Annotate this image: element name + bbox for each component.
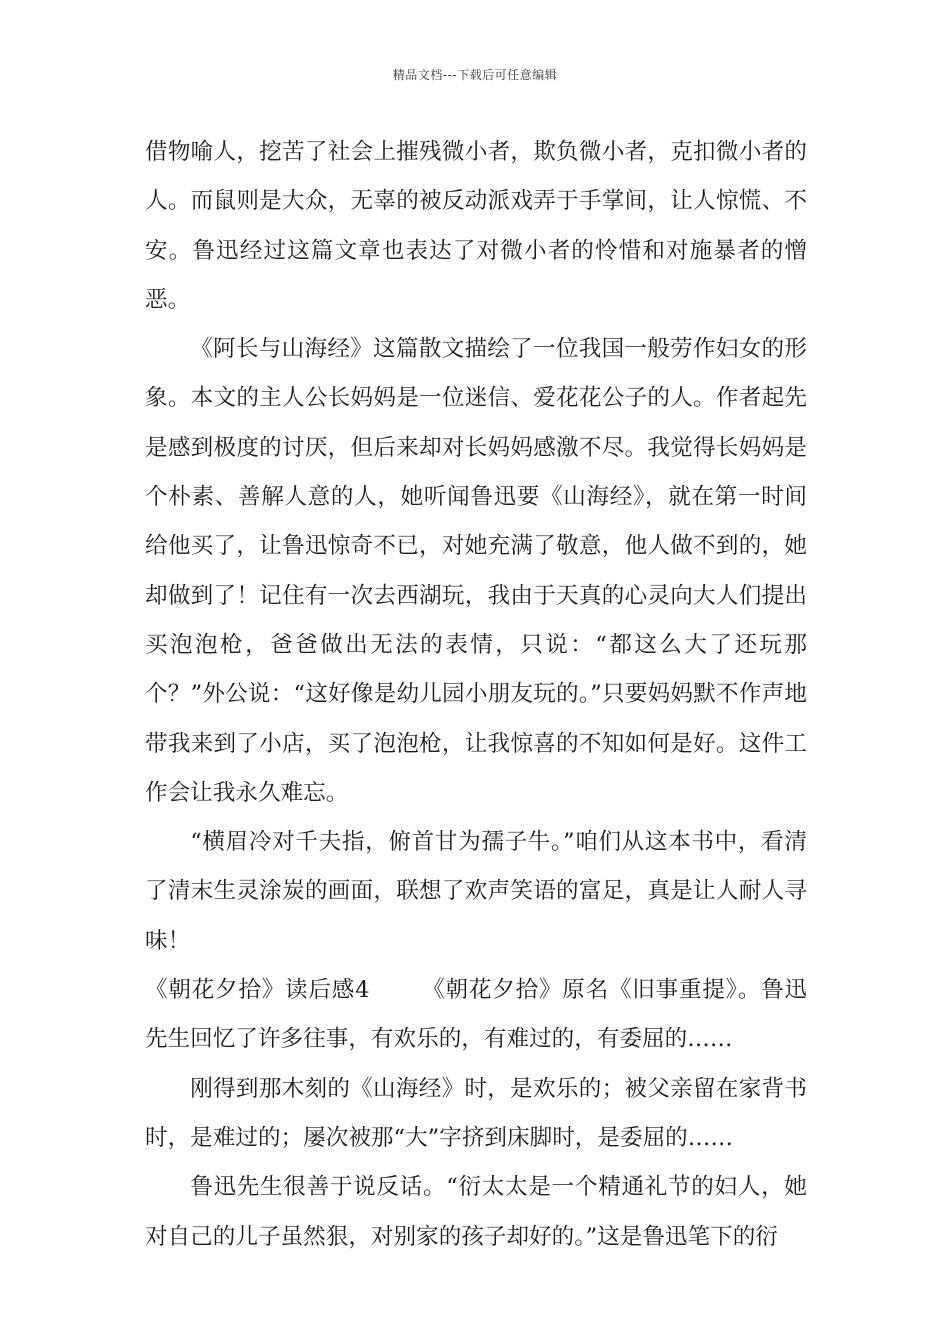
page-header: 精品文档---下载后可任意编辑	[392, 68, 558, 82]
paragraph-1: 借物喻人，挖苦了社会上摧残微小者，欺负微小者，克扣微小者的人。而鼠则是大众，无辜的被反动派戏弄于手掌间，让人惊慌、不安。鲁迅经过这篇文章也表达了对微小者的怜惜和对施暴者的憎恶。	[145, 139, 807, 313]
paragraph-6: 鲁迅先生很善于说反话。“衍太太是一个精通礼节的妇人，她对自己的儿子虽然狠，对别家的孩子却好的。”这是鲁迅笔下的衍	[145, 1174, 807, 1250]
paragraph-3: “横眉冷对千夫指，俯首甘为孺子牛。”咱们从这本书中，看清了清末生灵涂炭的画面，联想了欢声笑语的富足，真是让人耐人寻味！	[145, 829, 807, 954]
paragraph-4-text: 《朝花夕拾》原名《旧事重提》。鲁迅先生回忆了许多往事，有欢乐的，有难过的，有委屈的……	[145, 977, 808, 1053]
section-title: 《朝花夕拾》读后感4	[145, 977, 370, 1004]
paragraph-2: 《阿长与山海经》这篇散文描绘了一位我国一般劳作妇女的形象。本文的主人公长妈妈是一位迷信、爱花花公子的人。作者起先是感到极度的讨厌，但后来却对长妈妈感激不尽。我觉得长妈妈是个朴素、善解人意的人，她听闻鲁迅要《山海经》，就在第一时间给他买了，让鲁迅惊奇不已，对她充满了敬意，他人做不到的，她却做到了！记住有一次去西湖玩，我由于天真的心灵向大人们提出买泡泡枪，爸爸做出无法的表情，只说：“都这么大了还玩那个？”外公说：“这好像是幼儿园小朋友玩的。”只要妈妈默不作声地带我来到了小店，买了泡泡枪，让我惊喜的不知如何是好。这件工作会让我永久难忘。	[145, 336, 807, 806]
document-body	[145, 128, 807, 1262]
paragraph-5: 刚得到那木刻的《山海经》时，是欢乐的；被父亲留在家背书时，是难过的；屡次被那“大”字挤到床脚时，是委屈的……	[145, 1075, 807, 1151]
paragraph-4	[145, 966, 807, 1065]
